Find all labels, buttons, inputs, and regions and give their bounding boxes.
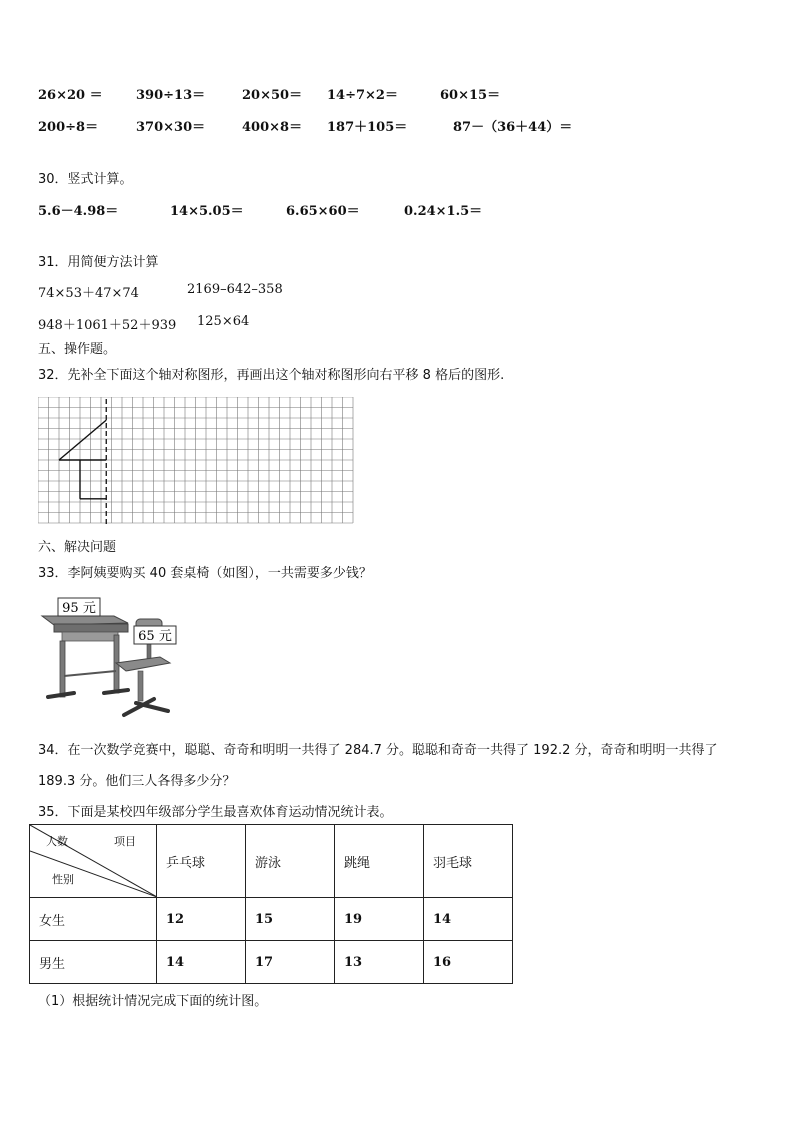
question-title-31: 31．用简便方法计算 xyxy=(38,255,159,270)
section-heading: 五、操作题。 xyxy=(38,342,117,357)
desk-price-tag: 95 元 xyxy=(62,601,96,616)
table-cell: 16 xyxy=(424,941,513,984)
column-header: 游泳 xyxy=(246,825,335,898)
calc-item: 26×20 ＝ xyxy=(38,88,103,103)
table-cell: 13 xyxy=(335,941,424,984)
row-label: 男生 xyxy=(30,941,157,984)
table-row xyxy=(30,898,513,941)
table-cell: 14 xyxy=(157,941,246,984)
column-header: 羽毛球 xyxy=(424,825,513,898)
question-35-sub1: （1）根据统计情况完成下面的统计图。 xyxy=(38,994,268,1009)
calc-item: 60×15＝ xyxy=(440,88,501,103)
question-title-35: 35．下面是某校四年级部分学生最喜欢体育运动情况统计表。 xyxy=(38,805,393,820)
calc-item: 390÷13＝ xyxy=(136,88,206,103)
corner-label-gender: 性别 xyxy=(52,873,74,886)
question-title-33: 33．李阿姨要购买 40 套桌椅（如图），一共需要多少钱？ xyxy=(38,566,372,581)
calc-item: 370×30＝ xyxy=(136,120,206,135)
desk-chair-illustration xyxy=(36,591,186,723)
calc-item: 0.24×1.5＝ xyxy=(404,204,483,219)
table-cell: 15 xyxy=(246,898,335,941)
calc-item: 187＋105＝ xyxy=(327,120,408,135)
corner-label-people: 人数 xyxy=(46,835,68,848)
chair-price-tag: 65 元 xyxy=(138,629,172,644)
sports-statistics-table xyxy=(29,824,513,984)
row-label: 女生 xyxy=(30,898,157,941)
calc-item: 14÷7×2＝ xyxy=(327,88,398,103)
question-34-line2: 189.3 分。他们三人各得多少分？ xyxy=(38,774,236,789)
table-cell: 17 xyxy=(246,941,335,984)
calc-item: 74×53＋47×74 xyxy=(38,286,139,301)
calc-item: 5.6－4.98＝ xyxy=(38,204,119,219)
table-cell: 14 xyxy=(424,898,513,941)
grid-figure xyxy=(38,397,356,524)
column-header: 跳绳 xyxy=(335,825,424,898)
calc-item: 125×64 xyxy=(197,314,250,329)
calc-item: 400×8＝ xyxy=(242,120,303,135)
calc-item: 6.65×60＝ xyxy=(286,204,360,219)
calc-item: 2169–642–358 xyxy=(187,282,283,297)
calc-item: 87－（36＋44）＝ xyxy=(453,120,573,135)
section-heading: 六、解决问题 xyxy=(38,540,117,555)
question-34-line1: 34．在一次数学竞赛中，聪聪、奇奇和明明一共得了 284.7 分。聪聪和奇奇一共得了 192.2 分，奇奇和明明一共得了 xyxy=(38,743,718,758)
table-cell: 19 xyxy=(335,898,424,941)
table-header-row xyxy=(30,825,513,898)
calc-item: 948＋1061＋52＋939 xyxy=(38,318,177,333)
figure-edge xyxy=(59,420,106,460)
table-row xyxy=(30,941,513,984)
calc-item: 20×50＝ xyxy=(242,88,303,103)
table-cell: 12 xyxy=(157,898,246,941)
question-title-32: 32．先补全下面这个轴对称图形，再画出这个轴对称图形向右平移 8 格后的图形. xyxy=(38,368,505,383)
question-title-30: 30．竖式计算。 xyxy=(38,172,133,187)
calc-item: 14×5.05＝ xyxy=(170,204,244,219)
column-header: 乒乓球 xyxy=(157,825,246,898)
table-corner-cell xyxy=(30,825,157,898)
corner-label-project: 项目 xyxy=(114,835,136,848)
calc-item: 200÷8＝ xyxy=(38,120,99,135)
